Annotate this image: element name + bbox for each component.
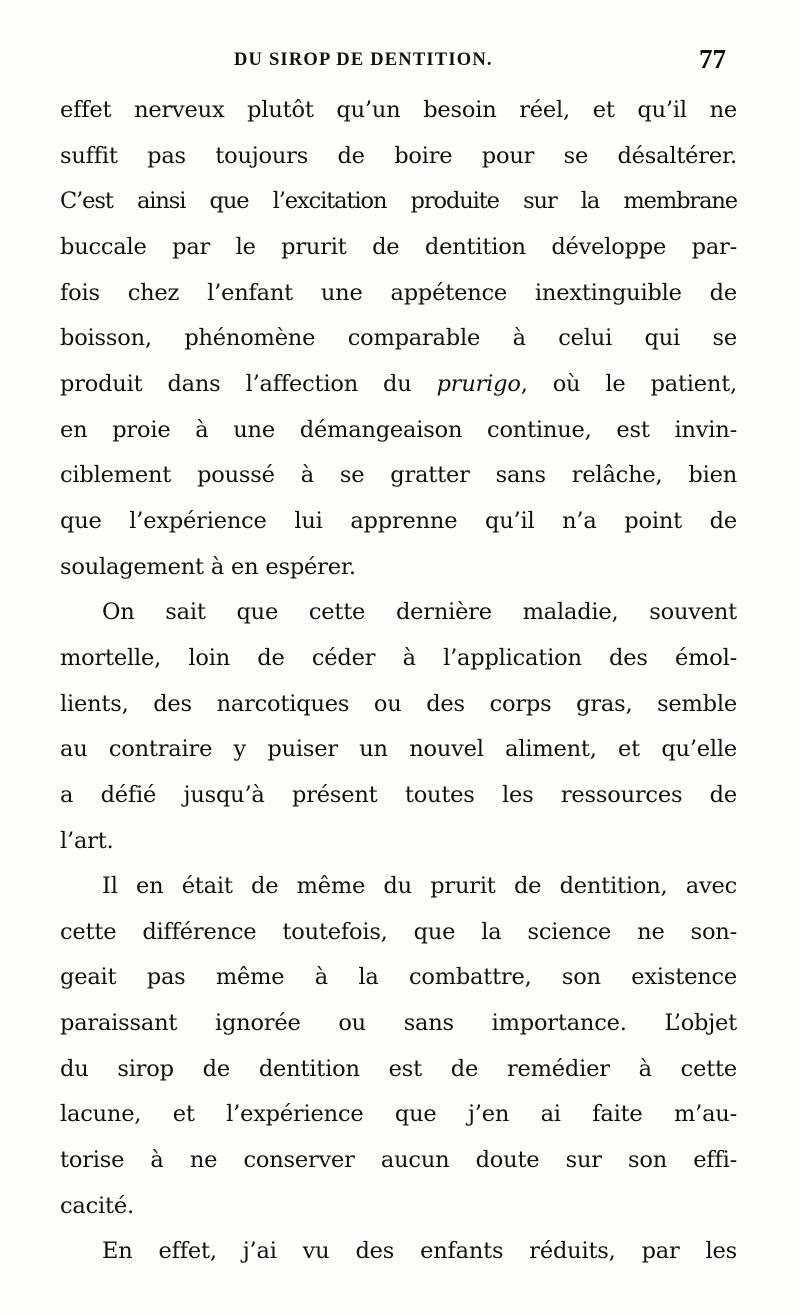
italic-term: prurigo — [436, 370, 521, 397]
paragraph-4 — [60, 1229, 737, 1275]
text-line: du sirop de dentition est de remédier à cette — [60, 1055, 737, 1082]
text-line: l’art. — [60, 827, 114, 854]
paragraph-2 — [60, 590, 737, 864]
text-line: que l’expérience lui apprenne qu’il n’a point de — [60, 507, 737, 534]
page-header — [60, 44, 740, 78]
text-line: au contraire y puiser un nouvel aliment, et qu’elle — [60, 736, 737, 763]
text-line: Il en était de même du prurit de dentition, avec — [102, 873, 737, 900]
text-line: fois chez l’enfant une appétence inextinguible de — [60, 279, 737, 306]
text-line: paraissant ignorée ou sans importance. L’objet — [60, 1010, 737, 1037]
text-line: mortelle, loin de céder à l’application des émol- — [60, 644, 737, 671]
body-text — [60, 88, 737, 1275]
text-line: boisson, phénomène comparable à celui qui se — [60, 325, 737, 352]
paragraph-1 — [60, 88, 737, 590]
running-title: DU SIROP DE DENTITION. — [234, 50, 493, 70]
text-line: geait pas même à la combattre, son existence — [60, 964, 737, 991]
text-line: suffit pas toujours de boire pour se désaltérer. — [60, 142, 737, 169]
text-line: en proie à une démangeaison continue, est invin- — [60, 416, 737, 443]
text-line-with-italic: produit dans l’affection du prurigo, où le patient, — [60, 370, 737, 397]
text-line: soulagement à en espérer. — [60, 553, 356, 580]
text-line: cacité. — [60, 1192, 134, 1219]
text-line: En effet, j’ai vu des enfants réduits, par les — [102, 1238, 737, 1265]
text-line: buccale par le prurit de dentition développe par- — [60, 233, 737, 260]
text-line: On sait que cette dernière maladie, souvent — [102, 599, 737, 626]
page-number: 77 — [699, 44, 726, 74]
text-line: torise à ne conserver aucun doute sur son effi- — [60, 1147, 737, 1174]
text-line: a défié jusqu’à présent toutes les ressources de — [60, 781, 737, 808]
text-line: ciblement poussé à se gratter sans relâche, bien — [60, 462, 737, 489]
paragraph-3 — [60, 864, 737, 1229]
text-line: lacune, et l’expérience que j’en ai faite m’au- — [60, 1101, 737, 1128]
text-line: cette différence toutefois, que la science ne son- — [60, 918, 737, 945]
text-line: C’est ainsi que l’excitation produite sur la membrane — [60, 188, 737, 215]
text-line: effet nerveux plutôt qu’un besoin réel, et qu’il ne — [60, 97, 737, 123]
text-line: lients, des narcotiques ou des corps gras, semble — [60, 690, 737, 717]
